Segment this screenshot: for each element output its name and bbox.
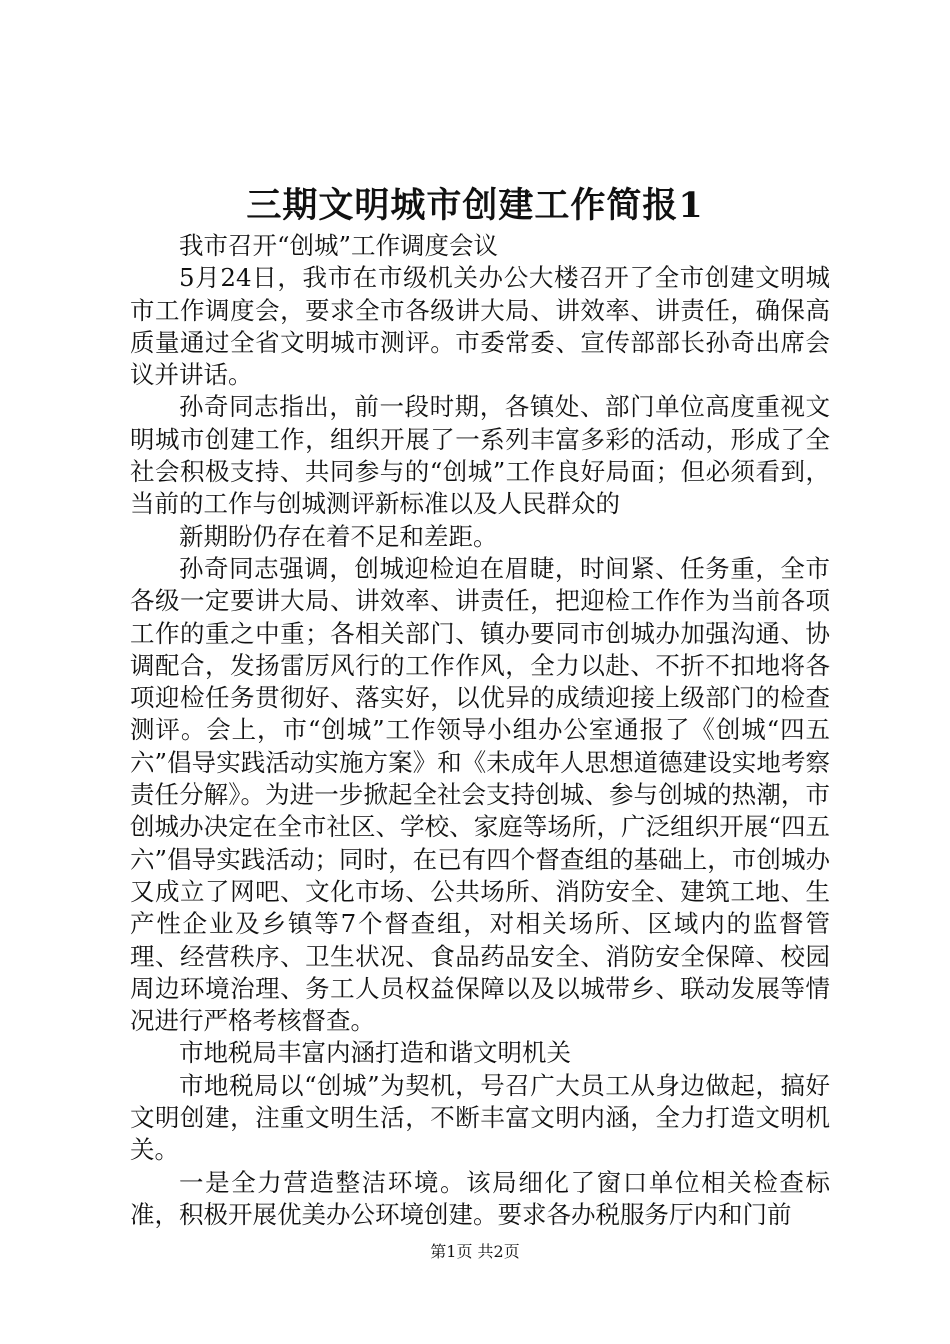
page-footer: 第1页 共2页	[430, 1242, 520, 1261]
paragraph: 一是全力营造整洁环境。该局细化了窗口单位相关检查标准，积极开展优美办公环境创建。要求各办税服务厅内和门前	[130, 1167, 830, 1229]
paragraph: 市地税局以“创城”为契机，号召广大员工从身边做起，搞好文明创建，注重文明生活，不断丰富文明内涵，全力打造文明机关。	[130, 1070, 830, 1165]
paragraph: 5月24日，我市在市级机关办公大楼召开了全市创建文明城市工作调度会，要求全市各级讲大局、讲效率、讲责任，确保高质量通过全省文明城市测评。市委常委、宣传部部长孙奇出席会议并讲话。	[130, 263, 830, 390]
paragraph: 孙奇同志强调，创城迎检迫在眉睫，时间紧、任务重，全市各级一定要讲大局、讲效率、讲责任，把迎检工作作为当前各项工作的重之中重；各相关部门、镇办要同市创城办加强沟通、协调配合，发扬雷厉风行的工作作风，全力以赴、不折不扣地将各项迎检任务贯彻好、落实好，以优异的成绩迎接上级部门的检查测评。会上，市“创城”工作领导小组办公室通报了《创城“四五六”倡导实践活动实施方案》和《未成年人思想道德建设实地考察责任分解》。为进一步掀起全社会支持创城、参与创城的热潮，市创城办决定在全市社区、学校、家庭等场所，广泛组织开展“四五六”倡导实践活动；同时，在已有四个督查组的基础上，市创城办又成立了网吧、文化市场、公共场所、消防安全、建筑工地、生产性企业及乡镇等7个督查组，对相关场所、区域内的监督管理、经营秩序、卫生状况、食品药品安全、消防安全保障、校园周边环境治理、务工人员权益保障以及以城带乡、联动发展等情况进行严格考核督查。	[130, 553, 830, 1036]
document-title: 三期文明城市创建工作简报1	[246, 185, 704, 226]
section-heading: 我市召开“创城”工作调度会议	[179, 231, 499, 260]
paragraph: 孙奇同志指出，前一段时期，各镇处、部门单位高度重视文明城市创建工作，组织开展了一系列丰富多彩的活动，形成了全社会积极支持、共同参与的“创城”工作良好局面；但必须看到，当前的工作与创城测评新标准以及人民群众的	[130, 392, 830, 519]
paragraph: 新期盼仍存在着不足和差距。	[179, 521, 498, 551]
section-heading: 市地税局丰富内涵打造和谐文明机关	[179, 1038, 571, 1068]
document-body	[130, 230, 830, 1231]
